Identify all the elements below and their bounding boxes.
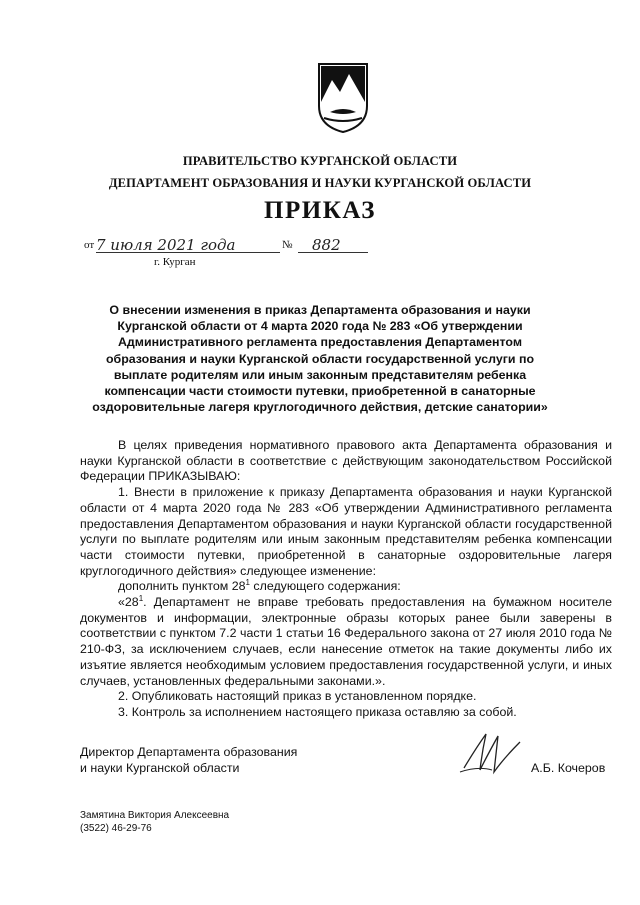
handwritten-date: 7 июля 2021 года [96, 236, 236, 254]
number-field [298, 236, 368, 253]
coat-of-arms [316, 62, 370, 134]
position-line-1: Директор Департамента образования [80, 745, 298, 759]
document-type: ПРИКАЗ [264, 197, 376, 224]
supplement-line: дополнить пунктом $28^1$ следующего содержания: [118, 578, 401, 594]
item-1: 1. Внести в приложение к приказу Департамента образования и науки Курганской области от 4 марта 2020 года № 283 «Об утверждении Административного регламента предоставления Департаментом образования и науки Курганской области государственной услуги по выплате родителям или иным законным представителям ребенка компенсации части стоимости путевки, приобретенной в санаторные оздоровительные лагеря круглогодичного действия» следующее изменение: [80, 485, 612, 578]
handwritten-signature [458, 728, 528, 776]
item-2: 2. Опубликовать настоящий приказ в установленном порядке. [118, 689, 477, 704]
executor-block [80, 809, 229, 835]
item-3: 3. Контроль за исполнением настоящего приказа оставляю за собой. [118, 704, 517, 719]
order-heading: О внесении изменения в приказ Департамента образования и науки Курганской области от 4 марта 2020 года № 283 «Об утверждении Административного регламента предоставления Департаментом образования и науки Курганской области государственной услуги по выплате родителям или иным законным представителям ребенка компенсации части стоимости путевки, приобретенной в санаторные оздоровительные лагеря круглогодичного действия, детские санатории» [92, 303, 548, 415]
date-field [96, 236, 280, 253]
signatory-position [80, 744, 297, 776]
intro-paragraph: В целях приведения нормативного правового акта Департамента образования и науки Курганской области в соответствие с действующим законодательством Российской Федерации ПРИКАЗЫВАЮ: [80, 438, 612, 484]
number-label: № [282, 239, 293, 251]
quoted-clause: «$28^1$. Департамент не вправе требовать предоставления на бумажном носителе документов и информации, электронные образы которых ранее были заверены в соответствии с пунктом 7.2 части 1 статьи 16 Федерального закона от 27 июля 2010 года № 210-ФЗ, за исключением случаев, если нанесение отметок на такие документы либо их изъятие является необходимым условием предоставления государственной услуги, и иных случаев, установленных федеральными законами.». [80, 593, 612, 688]
order-body [80, 438, 612, 721]
position-line-2: и науки Курганской области [80, 761, 240, 775]
executor-name: Замятина Виктория Алексеевна [80, 810, 230, 821]
from-label: от [84, 239, 95, 251]
executor-phone: (3522) 46-29-76 [80, 823, 152, 834]
handwritten-number: 882 [312, 236, 341, 254]
government-name: ПРАВИТЕЛЬСТВО КУРГАНСКОЙ ОБЛАСТИ [182, 154, 458, 168]
signatory-name: А.Б. Кочеров [531, 761, 606, 775]
department-name: ДЕПАРТАМЕНТ ОБРАЗОВАНИЯ И НАУКИ КУРГАНСКОЙ ОБЛАСТИ [108, 176, 532, 190]
city: г. Курган [154, 256, 196, 268]
